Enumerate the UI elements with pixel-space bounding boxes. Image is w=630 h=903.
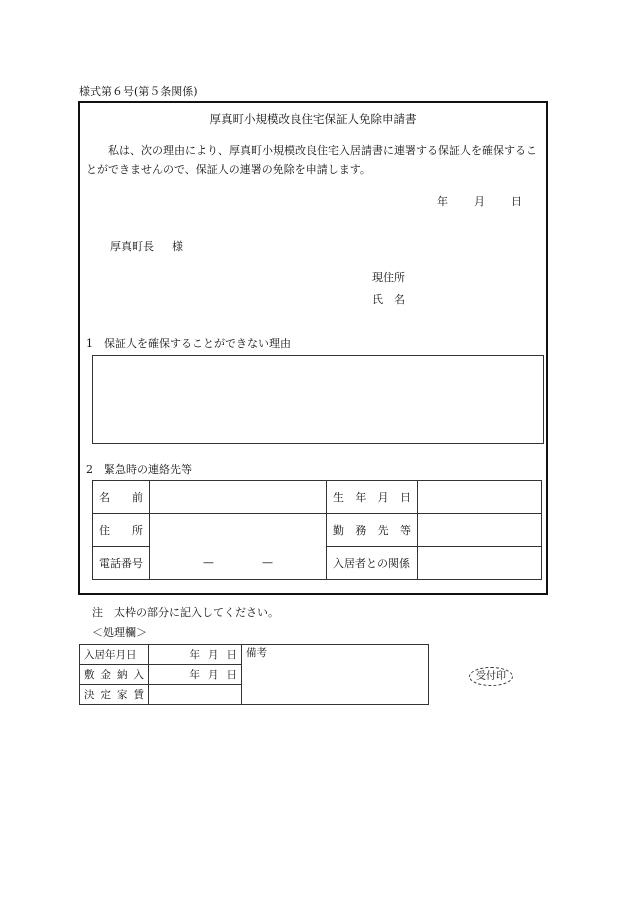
intro-text: 私は、次の理由により、厚真町小規模改良住宅入居請書に連署する保証人を確保することができませんので、保証人の連署の免除を申請します。 bbox=[86, 144, 537, 176]
phone-field[interactable] bbox=[150, 547, 326, 579]
processing-label: ＜処理欄＞ bbox=[92, 626, 147, 639]
reason-field[interactable] bbox=[92, 355, 544, 444]
section2-heading: 2 緊急時の連絡先等 bbox=[86, 463, 192, 476]
processing-table bbox=[79, 644, 429, 705]
reception-stamp: 受付印 bbox=[469, 667, 513, 686]
relationship-label: 入居者との関係 bbox=[327, 547, 418, 580]
date-year: 年 bbox=[437, 195, 448, 208]
remarks-field[interactable] bbox=[242, 645, 429, 705]
move-in-date-field[interactable]: 年 月 日 bbox=[149, 645, 242, 665]
phone-dash-2: — bbox=[262, 556, 273, 569]
addressee bbox=[110, 238, 183, 254]
emergency-contact-table bbox=[92, 480, 542, 580]
address-field[interactable] bbox=[150, 514, 327, 580]
deposit-date-field[interactable]: 年 月 日 bbox=[149, 665, 242, 685]
name-field[interactable] bbox=[150, 481, 327, 514]
phone-dash-1: — bbox=[203, 556, 214, 569]
date-day: 日 bbox=[511, 195, 522, 208]
date-month: 月 bbox=[474, 195, 485, 208]
birthdate-label: 生 年 月 日 bbox=[333, 491, 411, 504]
table-row bbox=[93, 514, 542, 547]
workplace-field[interactable] bbox=[418, 514, 542, 547]
rent-field[interactable] bbox=[149, 685, 242, 705]
applicant-name-label: 氏 名 bbox=[372, 293, 405, 306]
application-date bbox=[411, 193, 522, 209]
addressee-suffix: 様 bbox=[172, 240, 183, 253]
address-label: 住 所 bbox=[99, 524, 143, 537]
table-row bbox=[80, 645, 429, 665]
table-row bbox=[93, 481, 542, 514]
section1-heading: 1 保証人を確保することができない理由 bbox=[86, 337, 291, 350]
name-label: 名 前 bbox=[99, 491, 143, 504]
deposit-label: 敷 金 納 入 bbox=[84, 669, 144, 681]
move-in-date-label: 入居年月日 bbox=[80, 645, 149, 665]
rent-label: 決 定 家 賃 bbox=[84, 689, 144, 701]
addressee-name: 厚真町長 bbox=[110, 240, 154, 253]
applicant-address-label: 現住所 bbox=[372, 271, 405, 284]
birthdate-field[interactable] bbox=[418, 481, 542, 514]
phone-label: 電話番号 bbox=[93, 547, 150, 580]
form-title: 厚真町小規模改良住宅保証人免除申請書 bbox=[209, 112, 417, 126]
note-text: 注 太枠の部分に記入してください。 bbox=[92, 606, 279, 619]
application-form-frame bbox=[78, 101, 548, 595]
workplace-label: 勤 務 先 等 bbox=[333, 524, 411, 537]
remarks-label: 備考 bbox=[246, 647, 267, 659]
relationship-field[interactable] bbox=[418, 547, 542, 580]
form-number: 様式第６号(第５条関係) bbox=[79, 85, 198, 98]
